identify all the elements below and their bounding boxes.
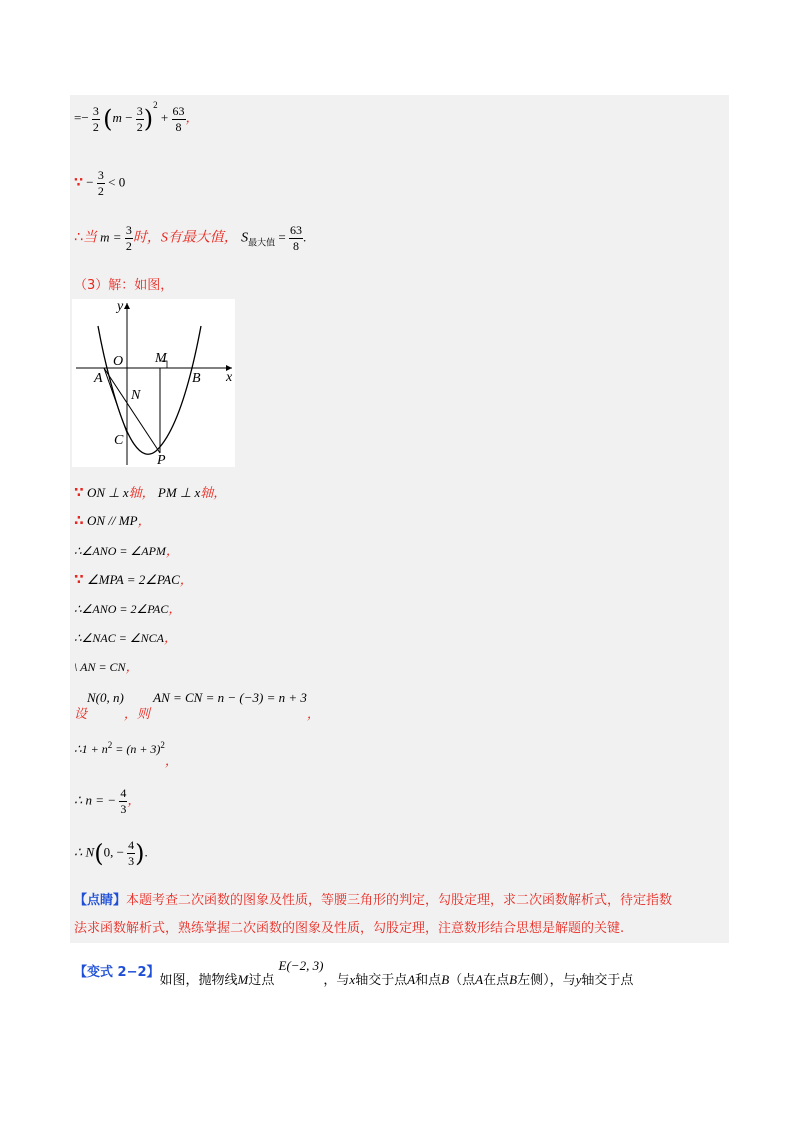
label-P: P	[157, 453, 166, 467]
proof-line-7: ∴∠ANO = ∠APM，	[74, 544, 179, 559]
parabola-diagram	[72, 299, 235, 467]
label-y: y	[117, 299, 124, 314]
proof-line-12: 设N(0, n)，则 AN = CN = n − (−3) = n + 3，	[74, 690, 320, 722]
proof-line-5: ∵ ON ⊥ x轴， PM ⊥ x轴，	[74, 485, 227, 501]
proof-line-15: ∴ N(0, − $\frac{4}{3}$ ).	[74, 838, 148, 868]
proof-line-10: ∴∠NAC = ∠NCA，	[74, 631, 177, 646]
proof-line-8: ∵ ∠MPA = 2∠PAC，	[74, 572, 193, 588]
commentary-note: 【点睛】本题考查二次函数的图象及性质，等腰三角形的判定，勾股定理，求二次函数解析式，待定指数 法求函数解析式，熟练掌握二次函数的图象及性质，勾股定理，注意数形结合思想是解题的关键.	[74, 893, 673, 936]
proof-line-13: ∴1 + $n^2 = (n + 3)^2$，	[74, 740, 178, 769]
label-M: M	[155, 351, 167, 366]
equation-line-3: ∴当 m = $\frac{3}{2}$ 时，S有最大值， $S_{最大值}$ = $\frac{63}{8}$ .	[74, 223, 307, 253]
variant-problem: 【变式 2−2】如图，抛物线M过点 E(−2, 3)，与x轴交于点A和点B（点A在点B左侧），与y轴交于点	[74, 958, 634, 988]
proof-line-9: ∴∠ANO = 2∠PAC，	[74, 602, 182, 617]
equation-line-2: ∵ − $\frac{3}{2}$ < 0	[74, 168, 126, 198]
label-N: N	[131, 388, 141, 403]
proof-line-14: ∴ n = − $\frac{4}{3}$ ，	[74, 786, 141, 816]
label-O: O	[113, 354, 124, 369]
label-x: x	[226, 370, 233, 385]
label-B: B	[192, 371, 201, 386]
proof-line-6: ∴ ON // MP，	[74, 513, 151, 529]
label-A: A	[94, 371, 103, 386]
label-C: C	[114, 433, 124, 448]
parabola-figure	[72, 299, 235, 467]
part-3-heading: （3）解：如图，	[74, 278, 174, 293]
proof-line-11: \ AN = CN，	[74, 660, 139, 675]
equation-line-1: =− $\frac{3}{2}$ (m − $\frac{3}{2}$ )$^2$ + $\frac{63}{8}$ ，	[74, 100, 199, 134]
